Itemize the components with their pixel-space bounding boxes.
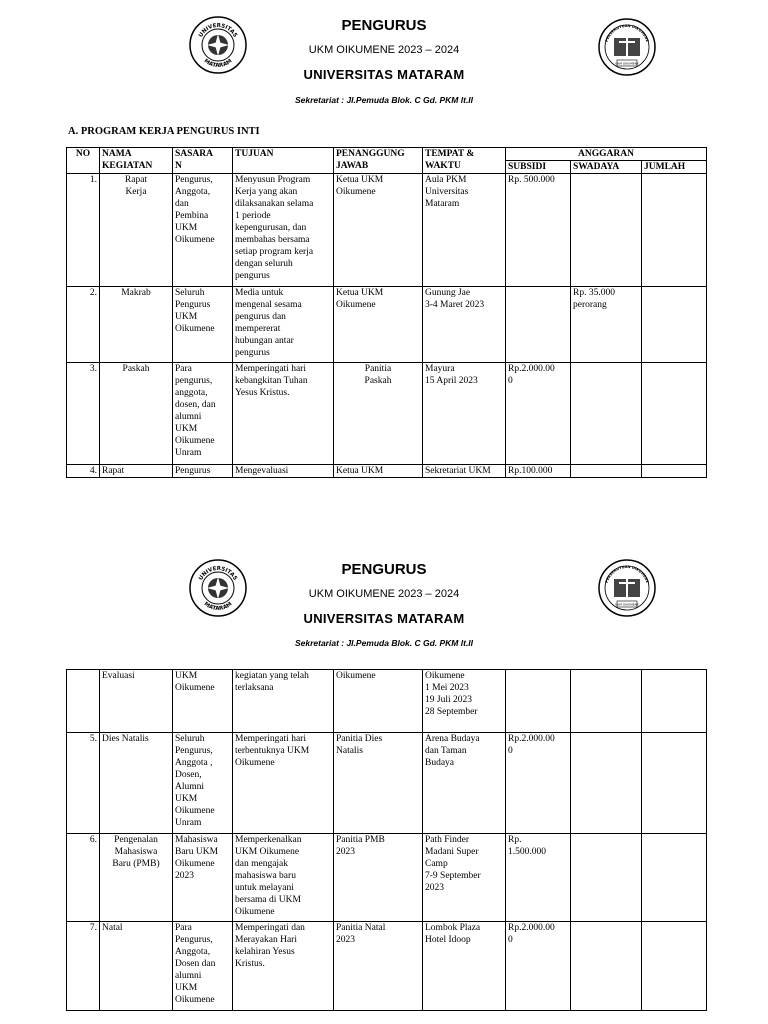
logo-right-bottom-text: UKM OIKUMENE [615,602,639,607]
cell-tempat: Gunung Jae 3-4 Maret 2023 [423,287,506,363]
cell-swadaya [571,670,642,733]
cell-subsidi: Rp. 500.000 [506,174,571,287]
program-table-page-1 [66,147,707,478]
cell-nama: Natal [100,922,173,1011]
table-row [67,287,707,363]
cell-swadaya [571,465,642,478]
cell-penanggung: Oikumene [334,670,423,733]
logo-left-bottom-text: MATARAM [202,58,234,70]
cell-tujuan: Memperingati hari terbentuknya UKM Oikumene [233,733,334,834]
cell-sasaran: Mahasiswa Baru UKM Oikumene 2023 [173,834,233,922]
table-row [67,834,707,922]
header-swadaya: SWADAYA [571,161,642,174]
cell-sasaran: UKM Oikumene [173,670,233,733]
cell-swadaya [571,733,642,834]
logo-left-top-text: UNIVERSITAS [198,22,238,39]
cell-jumlah [642,834,707,922]
header-sekretariat: Sekretariat : Jl.Pemuda Blok. C Gd. PKM lt.II [294,95,474,105]
header-sekretariat: Sekretariat : Jl.Pemuda Blok. C Gd. PKM lt.II [294,638,474,648]
cell-no: 4. [67,465,100,478]
cell-swadaya [571,174,642,287]
cell-subsidi [506,670,571,733]
cell-sasaran: Para Pengurus, Anggota, Dosen dan alumni UKM Oikumene [173,922,233,1011]
cell-swadaya [571,834,642,922]
header-subsidi: SUBSIDI [506,161,571,174]
cell-no: 5. [67,733,100,834]
cell-tujuan: Memperingati dan Merayakan Hari kelahiran Yesus Kristus. [233,922,334,1011]
cell-swadaya [571,363,642,465]
program-table-page-2 [66,669,707,1011]
logo-left-top-text: UNIVERSITAS [198,565,238,582]
table-row [67,465,707,478]
cell-nama: Dies Natalis [100,733,173,834]
header-tujuan: TUJUAN [233,148,334,174]
cell-sasaran: Para pengurus, anggota, dosen, dan alumni UKM Oikumene Unram [173,363,233,465]
header-jumlah: JUMLAH [642,161,707,174]
logo-right-bottom-text: UKM OIKUMENE [615,61,639,66]
header-nama-kegiatan: NAMA KEGIATAN [100,148,173,174]
cell-nama: Rapat Kerja [100,174,173,287]
cell-jumlah [642,733,707,834]
cell-penanggung: Panitia Natal 2023 [334,922,423,1011]
header-no: NO [67,148,100,174]
cell-subsidi: Rp.100.000 [506,465,571,478]
cell-subsidi: Rp.2.000.00 0 [506,922,571,1011]
cell-tempat: Path Finder Madani Super Camp 7-9 September 2023 [423,834,506,922]
cell-penanggung: Panitia Paskah [334,363,423,465]
cell-tempat: Aula PKM Universitas Mataram [423,174,506,287]
cell-tempat: Lombok Plaza Hotel Idoop [423,922,506,1011]
header-penanggung-jawab: PENANGGUNG JAWAB [334,148,423,174]
page-gap [0,512,768,545]
cell-nama: Rapat [100,465,173,478]
cell-jumlah [642,363,707,465]
cell-sasaran: Seluruh Pengurus, Anggota , Dosen, Alumni UKM Oikumene Unram [173,733,233,834]
cell-subsidi [506,287,571,363]
logo-left-bottom-text: MATARAM [202,601,234,613]
header-sasaran: SASARA N [173,148,233,174]
cell-no [67,670,100,733]
header-title: PENGURUS [341,17,427,34]
cell-sasaran: Pengurus [173,465,233,478]
header-university: UNIVERSITAS MATARAM [303,67,465,82]
cell-no: 1. [67,174,100,287]
cell-penanggung: Panitia PMB 2023 [334,834,423,922]
cell-nama: Makrab [100,287,173,363]
cell-tempat: Sekretariat UKM [423,465,506,478]
cell-tujuan: Menyusun Program Kerja yang akan dilaksanakan selama 1 periode kepengurusan, dan membahas bersama setiap program kerja dengan seluruh pengurus [233,174,334,287]
cell-sasaran: Seluruh Pengurus UKM Oikumene [173,287,233,363]
cell-tujuan: Media untuk mengenal sesama pengurus dan mempererat hubungan antar pengurus [233,287,334,363]
cell-penanggung: Ketua UKM [334,465,423,478]
cell-tempat: Arena Budaya dan Taman Budaya [423,733,506,834]
table-row [67,670,707,733]
cell-jumlah [642,287,707,363]
cell-tempat: Oikumene 1 Mei 2023 19 Juli 2023 28 September [423,670,506,733]
logo-right-top-text: PERSEKUTUAN OIKUMENE [604,23,650,43]
table-row [67,174,707,287]
header-anggaran: ANGGARAN [506,148,707,161]
table-row [67,363,707,465]
cell-tempat: Mayura 15 April 2023 [423,363,506,465]
cell-tujuan: Memperingati hari kebangkitan Tuhan Yesus Kristus. [233,363,334,465]
cell-jumlah [642,922,707,1011]
cell-jumlah [642,174,707,287]
cell-tujuan: Mengevaluasi [233,465,334,478]
cell-nama: Paskah [100,363,173,465]
cell-jumlah [642,465,707,478]
cell-penanggung: Panitia Dies Natalis [334,733,423,834]
cell-no: 6. [67,834,100,922]
table-row [67,922,707,1011]
cell-penanggung: Ketua UKM Oikumene [334,174,423,287]
header-subtitle: UKM OIKUMENE 2023 – 2024 [308,588,460,600]
cell-nama: Evaluasi [100,670,173,733]
cell-tujuan: kegiatan yang telah terlaksana [233,670,334,733]
header-subtitle: UKM OIKUMENE 2023 – 2024 [308,44,460,56]
table-row [67,733,707,834]
cell-subsidi: Rp.2.000.00 0 [506,363,571,465]
logo-right-top-text: PERSEKUTUAN OIKUMENE [604,564,650,584]
header-title: PENGURUS [341,561,427,578]
cell-sasaran: Pengurus, Anggota, dan Pembina UKM Oikumene [173,174,233,287]
cell-swadaya [571,922,642,1011]
header-tempat-waktu: TEMPAT & WAKTU [423,148,506,174]
document-page-2 [0,545,768,1024]
cell-no: 3. [67,363,100,465]
cell-nama: Pengenalan Mahasiswa Baru (PMB) [100,834,173,922]
cell-subsidi: Rp. 1.500.000 [506,834,571,922]
cell-no: 2. [67,287,100,363]
cell-subsidi: Rp.2.000.00 0 [506,733,571,834]
cell-jumlah [642,670,707,733]
cell-penanggung: Ketua UKM Oikumene [334,287,423,363]
cell-no: 7. [67,922,100,1011]
cell-tujuan: Memperkenalkan UKM Oikumene dan mengajak mahasiswa baru untuk melayani bersama di UKM Oikumene [233,834,334,922]
cell-swadaya: Rp. 35.000 perorang [571,287,642,363]
header-university: UNIVERSITAS MATARAM [303,611,465,626]
section-title: A. PROGRAM KERJA PENGURUS INTI [68,126,260,137]
